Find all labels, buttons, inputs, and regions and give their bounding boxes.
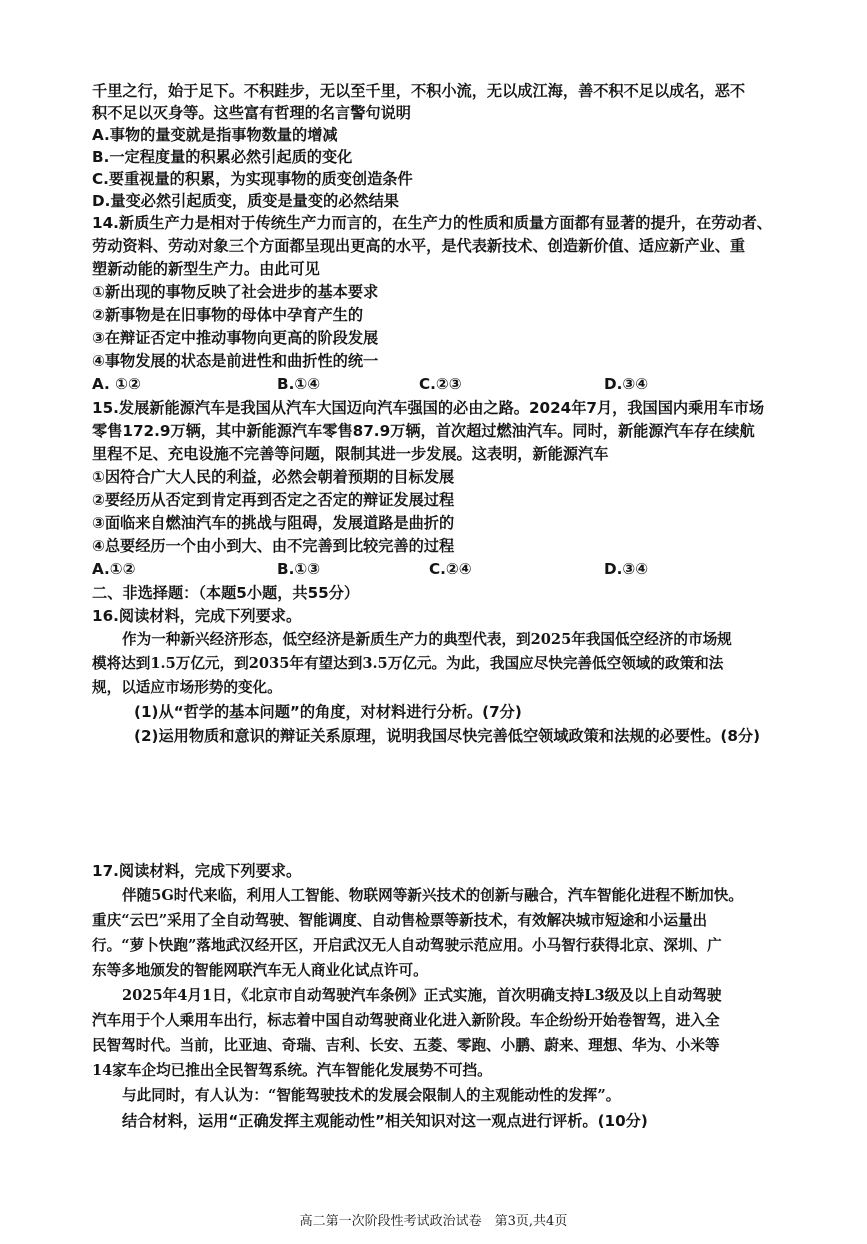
q13-stem-line-1: 千里之行，始于足下。不积跬步，无以至千里，不积小流，无以成江海，善不积不足以成名，恶不 [92, 82, 746, 100]
q14-statement-2: ②新事物是在旧事物的母体中孕育产生的 [92, 306, 364, 324]
q15-stem-line-2: 零售172.9万辆，其中新能源汽车零售87.9万辆，首次超过燃油汽车。同时，新能源汽车存在续航 [92, 422, 755, 440]
q17-para1-line-3: 行。“萝卜快跑”落地武汉经开区，开启武汉无人自动驾驶示范应用。小马智行获得北京、深圳、广 [92, 937, 722, 954]
q14-statement-1: ①新出现的事物反映了社会进步的基本要求 [92, 283, 379, 301]
q14-option-a: A. ①② [92, 375, 141, 393]
page-footer: 高二第一次阶段性考试政治试卷 第3页,共4页 [299, 1214, 568, 1229]
q14-stem-line-3: 塑新动能的新型生产力。由此可见 [92, 260, 320, 278]
q14-option-d: D.③④ [604, 375, 649, 393]
q15-statement-3: ③面临来自燃油汽车的挑战与阻碍，发展道路是曲折的 [92, 514, 455, 532]
q17-para2-line-2: 汽车用于个人乘用车出行，标志着中国自动驾驶商业化进入新阶段。车企纷纷开始卷智驾，进入全 [92, 1012, 720, 1029]
section-2-title: 二、非选择题：（本题5小题，共55分） [92, 584, 360, 602]
q16-material-line-1: 作为一种新兴经济形态，低空经济是新质生产力的典型代表，到2025年我国低空经济的市场规 [122, 631, 732, 648]
q13-option-d: D.量变必然引起质变，质变是量变的必然结果 [92, 192, 399, 210]
q16-subquestion-1: (1)从“哲学的基本问题”的角度，对材料进行分析。(7分) [134, 703, 522, 721]
q13-option-b: B.一定程度量的积累必然引起质的变化 [92, 148, 353, 166]
q14-statement-4: ④事物发展的状态是前进性和曲折性的统一 [92, 352, 379, 370]
q15-options [92, 558, 827, 580]
q15-option-d: D.③④ [604, 560, 649, 578]
q16-material-line-2: 模将达到1.5万亿元，到2035年有望达到3.5万亿元。为此，我国应尽快完善低空领域的政策和法 [92, 655, 724, 672]
q13-option-a: A.事物的量变就是指事物数量的增减 [92, 126, 338, 144]
q17-para2-line-4: 14家车企均已推出全民智驾系统。汽车智能化发展势不可挡。 [92, 1062, 492, 1079]
q15-stem-line-1: 15.发展新能源汽车是我国从汽车大国迈向汽车强国的必由之路。2024年7月，我国国内乘用车市场 [92, 399, 765, 417]
q15-option-b: B.①③ [277, 560, 321, 578]
q14-option-c: C.②③ [419, 375, 462, 393]
q17-para1-line-2: 重庆“云巴”采用了全自动驾驶、智能调度、自动售检票等新技术，有效解决城市短途和小运量出 [92, 912, 708, 929]
q15-option-c: C.②④ [429, 560, 472, 578]
q15-statement-2: ②要经历从否定到肯定再到否定之否定的辩证发展过程 [92, 491, 455, 509]
q17-para2-line-1: 2025年4月1日，《北京市自动驾驶汽车条例》正式实施，首次明确支持L3级及以上自动驾驶 [122, 987, 722, 1004]
q14-options [92, 373, 827, 395]
q17-task: 结合材料，运用“正确发挥主观能动性”相关知识对这一观点进行评析。(10分) [122, 1112, 648, 1130]
q16-material-line-3: 规，以适应市场形势的变化。 [92, 679, 282, 696]
q16-title: 16.阅读材料，完成下列要求。 [92, 607, 302, 625]
q17-para1-line-1: 伴随5G时代来临，利用人工智能、物联网等新兴技术的创新与融合，汽车智能化进程不断加快。 [122, 887, 743, 904]
q14-option-b: B.①④ [277, 375, 321, 393]
q16-subquestion-2: (2)运用物质和意识的辩证关系原理，说明我国尽快完善低空领域政策和法规的必要性。(8分) [134, 727, 761, 745]
q14-stem-line-1: 14.新质生产力是相对于传统生产力而言的，在生产力的性质和质量方面都有显著的提升，在劳动者、 [92, 214, 772, 232]
q15-stem-line-3: 里程不足、充电设施不完善等问题，限制其进一步发展。这表明，新能源汽车 [92, 445, 609, 463]
q13-option-c: C.要重视量的积累，为实现事物的质变创造条件 [92, 170, 413, 188]
q15-statement-1: ①因符合广大人民的利益，必然会朝着预期的目标发展 [92, 468, 455, 486]
q14-stem-line-2: 劳动资料、劳动对象三个方面都呈现出更高的水平，是代表新技术、创造新价值、适应新产业、重 [92, 237, 746, 255]
q13-stem-line-2: 积不足以灭身等。这些富有哲理的名言警句说明 [92, 104, 411, 122]
q15-statement-4: ④总要经历一个由小到大、由不完善到比较完善的过程 [92, 537, 455, 555]
q17-para3: 与此同时，有人认为：“智能驾驶技术的发展会限制人的主观能动性的发挥”。 [122, 1087, 621, 1104]
q17-para1-line-4: 东等多地颁发的智能网联汽车无人商业化试点许可。 [92, 962, 428, 979]
q14-statement-3: ③在辩证否定中推动事物向更高的阶段发展 [92, 329, 379, 347]
q15-option-a: A.①② [92, 560, 136, 578]
q17-title: 17.阅读材料，完成下列要求。 [92, 862, 302, 880]
q17-para2-line-3: 民智驾时代。当前，比亚迪、奇瑞、吉利、长安、五菱、零跑、小鹏、蔚来、理想、华为、小米等 [92, 1037, 720, 1054]
